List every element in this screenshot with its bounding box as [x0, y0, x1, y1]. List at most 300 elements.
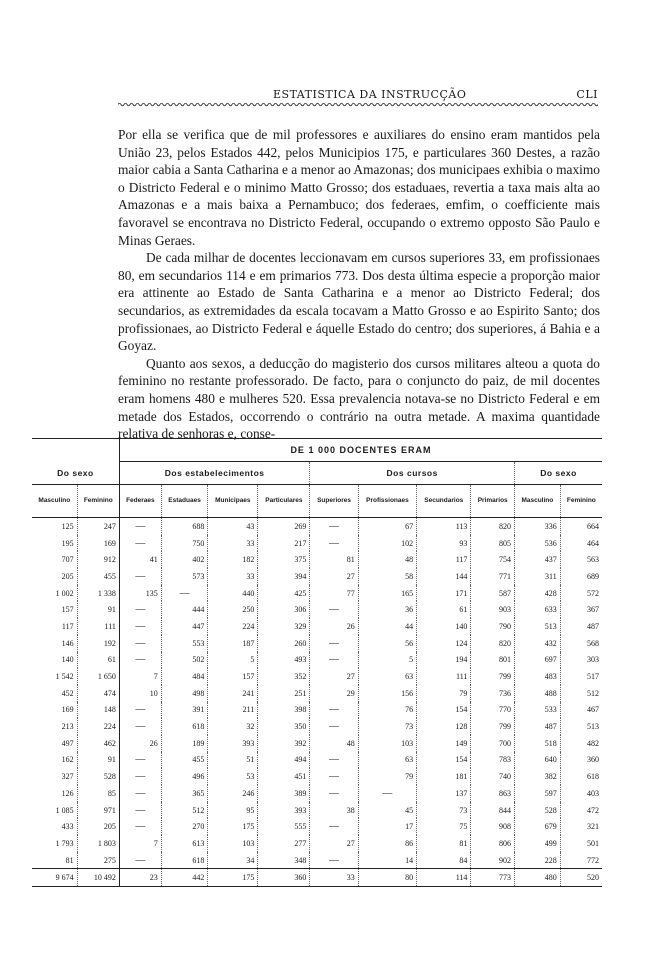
table-cell: — — [358, 785, 416, 802]
table-cell: 189 — [161, 735, 208, 752]
table-cell: 772 — [560, 852, 602, 869]
table-cell: 76 — [358, 702, 416, 719]
table-cell: 126 — [61, 788, 74, 798]
table-cell: — — [119, 718, 161, 735]
table-row — [32, 685, 602, 702]
table-cell: — — [119, 852, 161, 869]
table-cell: 484 — [161, 668, 208, 685]
table-cell: 618 — [161, 852, 208, 869]
table-cell: 398 — [258, 702, 310, 719]
table-cell: 689 — [560, 568, 602, 585]
table-cell: 224 — [208, 618, 258, 635]
table-cell: 44 — [358, 618, 416, 635]
table-cell: 56 — [358, 635, 416, 652]
table-cell: 536 — [514, 535, 560, 552]
table-cell: — — [119, 768, 161, 785]
table-cell: 563 — [560, 551, 602, 568]
table-cell: 736 — [471, 685, 515, 702]
table-cell: 365 — [161, 785, 208, 802]
table-cell: 217 — [258, 535, 310, 552]
table-cell: 205 — [61, 571, 74, 581]
table-cell: 157 — [61, 605, 74, 615]
table-cell: 26 — [119, 735, 161, 752]
table-cell: 149 — [417, 735, 471, 752]
table-cell: — — [310, 635, 358, 652]
table-cell: 306 — [258, 601, 310, 618]
table-cell: 533 — [514, 702, 560, 719]
table-cell: 501 — [560, 835, 602, 852]
table-cell: 77 — [310, 585, 358, 602]
table-cell: 93 — [417, 535, 471, 552]
table-cell: 43 — [208, 518, 258, 535]
table-cell: 633 — [514, 601, 560, 618]
table-cell: — — [161, 585, 208, 602]
table-cell: — — [310, 852, 358, 869]
table-cell: 81 — [65, 855, 74, 865]
paragraph: De cada milhar de docentes leccionavam em cursos superiores 33, em profissionaes 80, em secundarios 114 e em primarios 773. Dos desta última especie a proporção maior era attinente ao Estado de Santa Catharina e a menor ao Districto Federal; dos secundarios, as extremidades da escala tocavam a Matto Grosso e ao Espirito Santo; dos profissionaes, ao Districto Federal e áquelle Estado do centro; dos superiores, á Bahia e a Goyaz. — [118, 250, 600, 354]
table-cell: 360 — [560, 752, 602, 769]
table-cell: 493 — [258, 652, 310, 669]
col-header: Federaes — [119, 485, 161, 518]
col-header: Masculino — [514, 485, 560, 518]
table-cell: 33 — [208, 535, 258, 552]
table-cell: 1 793 — [55, 838, 74, 848]
table-cell: — — [119, 702, 161, 719]
table-cell: 165 — [358, 585, 416, 602]
table-cell: 707 — [61, 555, 74, 565]
table-cell: 26 — [310, 618, 358, 635]
table-cell: 144 — [417, 568, 471, 585]
table-cell: 79 — [358, 768, 416, 785]
table-cell: — — [310, 518, 358, 535]
table-cell: 1 803 — [77, 835, 119, 852]
table-cell: 483 — [514, 668, 560, 685]
table-cell: 48 — [358, 551, 416, 568]
table-cell: 513 — [560, 718, 602, 735]
table-cell: 472 — [560, 802, 602, 819]
table-cell: 277 — [258, 835, 310, 852]
table-cell: 1 542 — [55, 672, 74, 682]
table-cell: 573 — [161, 568, 208, 585]
table-cell: 157 — [208, 668, 258, 685]
table-cell: 5 — [208, 652, 258, 669]
table-cell: 754 — [471, 551, 515, 568]
table-cell: 394 — [258, 568, 310, 585]
table-cell: 14 — [358, 852, 416, 869]
body-text — [118, 126, 600, 443]
table-cell: 156 — [358, 685, 416, 702]
table-cell: 85 — [77, 785, 119, 802]
table-cell: 195 — [61, 538, 74, 548]
table-cell: 269 — [258, 518, 310, 535]
table-cell: 246 — [208, 785, 258, 802]
table-cell: 389 — [258, 785, 310, 802]
table-total-cell: 10 492 — [77, 869, 119, 887]
table-cell: 512 — [161, 802, 208, 819]
table-cell: 81 — [310, 551, 358, 568]
table-cell: — — [310, 652, 358, 669]
table-cell: 181 — [417, 768, 471, 785]
table-cell: 111 — [417, 668, 471, 685]
table-cell: 125 — [61, 521, 74, 531]
table-cell: 518 — [514, 735, 560, 752]
table-cell: 41 — [119, 551, 161, 568]
table-cell: 275 — [77, 852, 119, 869]
table-cell: 447 — [161, 618, 208, 635]
table-cell: 327 — [61, 772, 74, 782]
table-cell: 664 — [560, 518, 602, 535]
table-cell: 61 — [77, 652, 119, 669]
table-cell: 117 — [417, 551, 471, 568]
table-cell: — — [119, 652, 161, 669]
table-cell: 1 002 — [55, 588, 74, 598]
table-total-cell: 442 — [161, 869, 208, 887]
table-cell: 433 — [61, 822, 74, 832]
table-cell: 451 — [258, 768, 310, 785]
table-total-cell: 80 — [358, 869, 416, 887]
wavy-rule — [118, 102, 598, 107]
table-cell: — — [119, 802, 161, 819]
table-cell: 820 — [471, 635, 515, 652]
table-cell: 34 — [208, 852, 258, 869]
table-cell: 128 — [417, 718, 471, 735]
table-cell: 135 — [119, 585, 161, 602]
table-cell: 303 — [560, 652, 602, 669]
col-header: Feminino — [560, 485, 602, 518]
table-cell: 428 — [514, 585, 560, 602]
table-cell: 452 — [61, 688, 74, 698]
group-header-estabelecimentos: Dos estabelecimentos — [119, 462, 310, 485]
table-cell: 27 — [310, 835, 358, 852]
table-row — [32, 518, 602, 535]
table-cell: 124 — [417, 635, 471, 652]
table-cell: 568 — [560, 635, 602, 652]
table-cell: 48 — [310, 735, 358, 752]
running-header — [118, 88, 598, 104]
table-row — [32, 601, 602, 618]
table-cell: — — [310, 818, 358, 835]
table-cell: 270 — [161, 818, 208, 835]
table-cell: 75 — [417, 818, 471, 835]
table-cell: 352 — [258, 668, 310, 685]
table-cell: 613 — [161, 835, 208, 852]
group-header-sexo-2: Do sexo — [514, 462, 602, 485]
table-cell: 513 — [514, 618, 560, 635]
table-cell: — — [310, 768, 358, 785]
table-cell: 187 — [208, 635, 258, 652]
table-cell: 487 — [514, 718, 560, 735]
table-cell: 63 — [358, 668, 416, 685]
table-cell: 572 — [560, 585, 602, 602]
table-cell: 799 — [471, 668, 515, 685]
table-cell: — — [310, 718, 358, 735]
table-cell: 499 — [514, 835, 560, 852]
table-cell: 169 — [77, 535, 119, 552]
table-row — [32, 535, 602, 552]
table-cell: — — [119, 518, 161, 535]
table-row — [32, 735, 602, 752]
table-cell: 17 — [358, 818, 416, 835]
table-row — [32, 785, 602, 802]
table-cell: 117 — [61, 621, 74, 631]
table-total-cell: 520 — [560, 869, 602, 887]
table-cell: 95 — [208, 802, 258, 819]
table-cell: 553 — [161, 635, 208, 652]
table-cell: 58 — [358, 568, 416, 585]
table-cell: 27 — [310, 668, 358, 685]
table-cell: 45 — [358, 802, 416, 819]
table-cell: 799 — [471, 718, 515, 735]
table-cell: 137 — [417, 785, 471, 802]
table-cell: 103 — [358, 735, 416, 752]
table-cell: 618 — [560, 768, 602, 785]
table-cell: 375 — [258, 551, 310, 568]
table-cell: 84 — [417, 852, 471, 869]
table-cell: 393 — [208, 735, 258, 752]
table-cell: 498 — [161, 685, 208, 702]
col-header: Superiores — [310, 485, 358, 518]
col-header: Masculino — [32, 485, 77, 518]
table-cell: 597 — [514, 785, 560, 802]
table-cell: 169 — [61, 705, 74, 715]
table-cell: 801 — [471, 652, 515, 669]
table-cell: 5 — [358, 652, 416, 669]
table-cell: 455 — [77, 568, 119, 585]
statistics-table — [32, 438, 602, 887]
table-cell: 528 — [514, 802, 560, 819]
table-cell: 783 — [471, 752, 515, 769]
table-total-cell: 175 — [208, 869, 258, 887]
table-cell: 440 — [208, 585, 258, 602]
table-cell: 29 — [310, 685, 358, 702]
table-cell: 148 — [77, 702, 119, 719]
table-cell: 908 — [471, 818, 515, 835]
table-cell: 367 — [560, 601, 602, 618]
table-cell: 587 — [471, 585, 515, 602]
table-cell: 63 — [358, 752, 416, 769]
table-cell: 528 — [77, 768, 119, 785]
table-row — [32, 852, 602, 869]
table-cell: 432 — [514, 635, 560, 652]
table-main-header: DE 1 000 DOCENTES ERAM — [119, 439, 602, 462]
table-cell: 162 — [61, 755, 74, 765]
table-cell: — — [310, 535, 358, 552]
table-total-row — [32, 869, 602, 887]
col-header: Municipaes — [208, 485, 258, 518]
table-cell: 502 — [161, 652, 208, 669]
table-cell: 391 — [161, 702, 208, 719]
table-cell: 771 — [471, 568, 515, 585]
table-cell: 33 — [208, 568, 258, 585]
paragraph: Quanto aos sexos, a deducção do magisterio dos cursos militares alteou a quota do feminino no restante professorado. De facto, para o conjuncto do paiz, de mil docentes eram homens 480 e mulheres 520. Essa prevalencia notava-se no Districto Federal e em metade dos Estados, occorrendo o contrário na outra metade. A maxima quantidade relativa de senhoras e, conse- — [118, 355, 600, 442]
table-cell: 27 — [310, 568, 358, 585]
table-cell: 10 — [119, 685, 161, 702]
table-row — [32, 835, 602, 852]
table-cell: 640 — [514, 752, 560, 769]
table-cell: 903 — [471, 601, 515, 618]
table-cell: 863 — [471, 785, 515, 802]
table-cell: — — [310, 601, 358, 618]
table-cell: 182 — [208, 551, 258, 568]
table-cell: 171 — [417, 585, 471, 602]
table-cell: 688 — [161, 518, 208, 535]
table-cell: 464 — [560, 535, 602, 552]
table-cell: 53 — [208, 768, 258, 785]
table-row — [32, 652, 602, 669]
table-cell: 32 — [208, 718, 258, 735]
table-cell: 260 — [258, 635, 310, 652]
table-row — [32, 718, 602, 735]
table-cell: 79 — [417, 685, 471, 702]
table-cell: 1 650 — [77, 668, 119, 685]
table-cell: 488 — [514, 685, 560, 702]
table-row — [32, 802, 602, 819]
table-cell: 211 — [208, 702, 258, 719]
table-total-cell: 773 — [471, 869, 515, 887]
table-cell: 86 — [358, 835, 416, 852]
table-cell: 1 085 — [55, 805, 74, 815]
table-cell: 1 338 — [77, 585, 119, 602]
table-row — [32, 702, 602, 719]
table-cell: 336 — [514, 518, 560, 535]
table-cell: 494 — [258, 752, 310, 769]
table-cell: 140 — [61, 655, 74, 665]
table-row — [32, 752, 602, 769]
group-header-sexo: Do sexo — [32, 462, 119, 485]
table-cell: 740 — [471, 768, 515, 785]
table-cell: — — [310, 785, 358, 802]
table-cell: 902 — [471, 852, 515, 869]
table-row — [32, 585, 602, 602]
table-cell: 455 — [161, 752, 208, 769]
table-cell: 205 — [77, 818, 119, 835]
table-cell: — — [310, 752, 358, 769]
table-cell: — — [119, 785, 161, 802]
table-cell: 806 — [471, 835, 515, 852]
table-cell: 146 — [61, 638, 74, 648]
table-cell: 618 — [161, 718, 208, 735]
table-cell: 321 — [560, 818, 602, 835]
table-cell: 971 — [77, 802, 119, 819]
table-cell: — — [119, 618, 161, 635]
table-cell: 73 — [417, 802, 471, 819]
table-cell: 425 — [258, 585, 310, 602]
table-total-cell: 480 — [514, 869, 560, 887]
table-cell: 496 — [161, 768, 208, 785]
table-cell: 487 — [560, 618, 602, 635]
table-cell: 38 — [310, 802, 358, 819]
table-row — [32, 635, 602, 652]
table-cell: 250 — [208, 601, 258, 618]
table-cell: 192 — [77, 635, 119, 652]
table-cell: 497 — [61, 738, 74, 748]
table-cell: 103 — [208, 835, 258, 852]
table-cell: 251 — [258, 685, 310, 702]
table-cell: 467 — [560, 702, 602, 719]
table-total-cell: 360 — [258, 869, 310, 887]
table-cell: — — [119, 535, 161, 552]
table-cell: 790 — [471, 618, 515, 635]
table-cell: — — [119, 601, 161, 618]
col-header: Particulares — [258, 485, 310, 518]
table-cell: 517 — [560, 668, 602, 685]
table-cell: 36 — [358, 601, 416, 618]
table-row — [32, 618, 602, 635]
table-cell: — — [119, 568, 161, 585]
col-header: Profissionaes — [358, 485, 416, 518]
table-cell: 437 — [514, 551, 560, 568]
table-cell: 247 — [77, 518, 119, 535]
table-row — [32, 818, 602, 835]
table-cell: 7 — [119, 668, 161, 685]
table-total-cell: 23 — [119, 869, 161, 887]
table-cell: 820 — [471, 518, 515, 535]
col-header: Feminino — [77, 485, 119, 518]
table-cell: 462 — [77, 735, 119, 752]
table-cell: 770 — [471, 702, 515, 719]
table-cell: 697 — [514, 652, 560, 669]
table-cell: 474 — [77, 685, 119, 702]
table-cell: 224 — [77, 718, 119, 735]
table-cell: 154 — [417, 752, 471, 769]
table-cell: 81 — [417, 835, 471, 852]
table-cell: 348 — [258, 852, 310, 869]
table-cell: 91 — [77, 752, 119, 769]
table-cell: 750 — [161, 535, 208, 552]
table-cell: 228 — [514, 852, 560, 869]
table-cell: 382 — [514, 768, 560, 785]
table-cell: 402 — [161, 551, 208, 568]
table-cell: — — [119, 818, 161, 835]
table-cell: 140 — [417, 618, 471, 635]
table-cell: 679 — [514, 818, 560, 835]
table-cell: 482 — [560, 735, 602, 752]
table-cell: 392 — [258, 735, 310, 752]
table-cell: 91 — [77, 601, 119, 618]
page-number: CLI — [576, 88, 598, 101]
table-cell: 102 — [358, 535, 416, 552]
running-title: ESTATISTICA DA INSTRUCÇÃO — [273, 88, 467, 101]
table-cell: 154 — [417, 702, 471, 719]
table-cell: 403 — [560, 785, 602, 802]
table-cell: 350 — [258, 718, 310, 735]
table-cell: 444 — [161, 601, 208, 618]
table-cell: 7 — [119, 835, 161, 852]
table-cell: — — [119, 752, 161, 769]
table-row — [32, 768, 602, 785]
table-row — [32, 668, 602, 685]
table-total-cell: 9 674 — [32, 869, 77, 887]
table-cell: 329 — [258, 618, 310, 635]
col-header: Primarios — [471, 485, 515, 518]
table-cell: 512 — [560, 685, 602, 702]
table-cell: 61 — [417, 601, 471, 618]
table-cell: 912 — [77, 551, 119, 568]
table-cell: 213 — [61, 722, 74, 732]
table-row — [32, 551, 602, 568]
table-total-cell: 114 — [417, 869, 471, 887]
table-cell: 113 — [417, 518, 471, 535]
table-cell: 194 — [417, 652, 471, 669]
table-cell: 111 — [77, 618, 119, 635]
table-cell: 175 — [208, 818, 258, 835]
table-cell: 393 — [258, 802, 310, 819]
table-cell: 844 — [471, 802, 515, 819]
paragraph: Por ella se verifica que de mil professores e auxiliares do ensino eram mantidos pela União 23, pelos Estados 442, pelos Municipios 175, e particulares 360 Destes, a razão maior cabia a Santa Catharina e a menor ao Amazonas; dos municipaes exhibia o maximo o Districto Federal e o minimo Matto Grosso; dos estaduaes, revertia a taxa mais alta ao Amazonas e a mais baixa a Pernambuco; dos federaes, emfim, o coefficiente mais favoravel se encontrava no Districto Federal, occupando o extremo opposto São Paulo e Minas Geraes. — [118, 127, 600, 248]
table-cell: 311 — [514, 568, 560, 585]
table-total-cell: 33 — [310, 869, 358, 887]
table-row — [32, 568, 602, 585]
